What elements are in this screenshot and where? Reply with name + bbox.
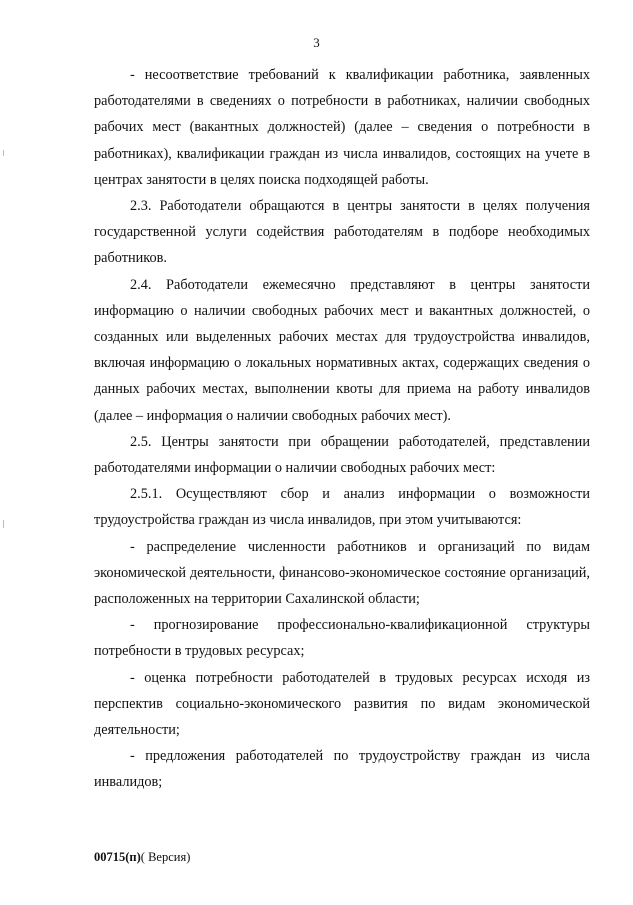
list-item-demand-assessment: - оценка потребности работодателей в трудовых ресурсах исходя из перспектив социально-экономического развития по видам экономической деятельности; — [94, 669, 590, 739]
document-code: 00715(п) — [94, 850, 141, 864]
paragraph-2-4: 2.4. Работодатели ежемесячно представляют в центры занятости информацию о наличии свободных рабочих мест и вакантных должностей, о созданных или выделенных рабочих местах для трудоустройства инвалидов, включая информацию о локальных нормативных актах, содержащих сведения о данных рабочих местах, выполнении квоты для приема на работу инвалидов (далее – информация о наличии свободных рабочих мест). — [94, 276, 590, 424]
footer — [94, 850, 190, 865]
scan-artifact — [3, 150, 4, 156]
page-number: 3 — [313, 35, 320, 50]
paragraph-2-3: 2.3. Работодатели обращаются в центры занятости в целях получения государственной услуги содействия работодателям в подборе необходимых работников. — [94, 198, 590, 267]
paragraph-2-5-1: 2.5.1. Осуществляют сбор и анализ информации о возможности трудоустройства граждан из числа инвалидов, при этом учитываются: — [94, 486, 590, 529]
scan-artifact — [3, 520, 4, 528]
paragraph-2-5: 2.5. Центры занятости при обращении работодателей, представлении работодателями информации о наличии свободных рабочих мест: — [94, 433, 590, 477]
list-item-employer-proposals: - предложения работодателей по трудоустройству граждан из числа инвалидов; — [94, 748, 590, 791]
list-item-forecasting: - прогнозирование профессионально-квалификационной структуры потребности в трудовых ресурсах; — [94, 617, 590, 660]
paragraph-qualification-mismatch: - несоответствие требований к квалификации работника, заявленных работодателями в сведениях о потребности в работниках, наличии свободных рабочих мест (вакантных должностей) (далее – сведения о потребности в работниках), квалификации граждан из числа инвалидов, состоящих на учете в центрах занятости в целях поиска подходящей работы. — [94, 67, 590, 188]
list-item-distribution: - распределение численности работников и организаций по видам экономической деятельности, финансово-экономическое состояние организаций, расположенных на территории Сахалинской области; — [94, 538, 590, 608]
document-version: ( Версия) — [140, 850, 191, 864]
document-body — [94, 62, 590, 796]
